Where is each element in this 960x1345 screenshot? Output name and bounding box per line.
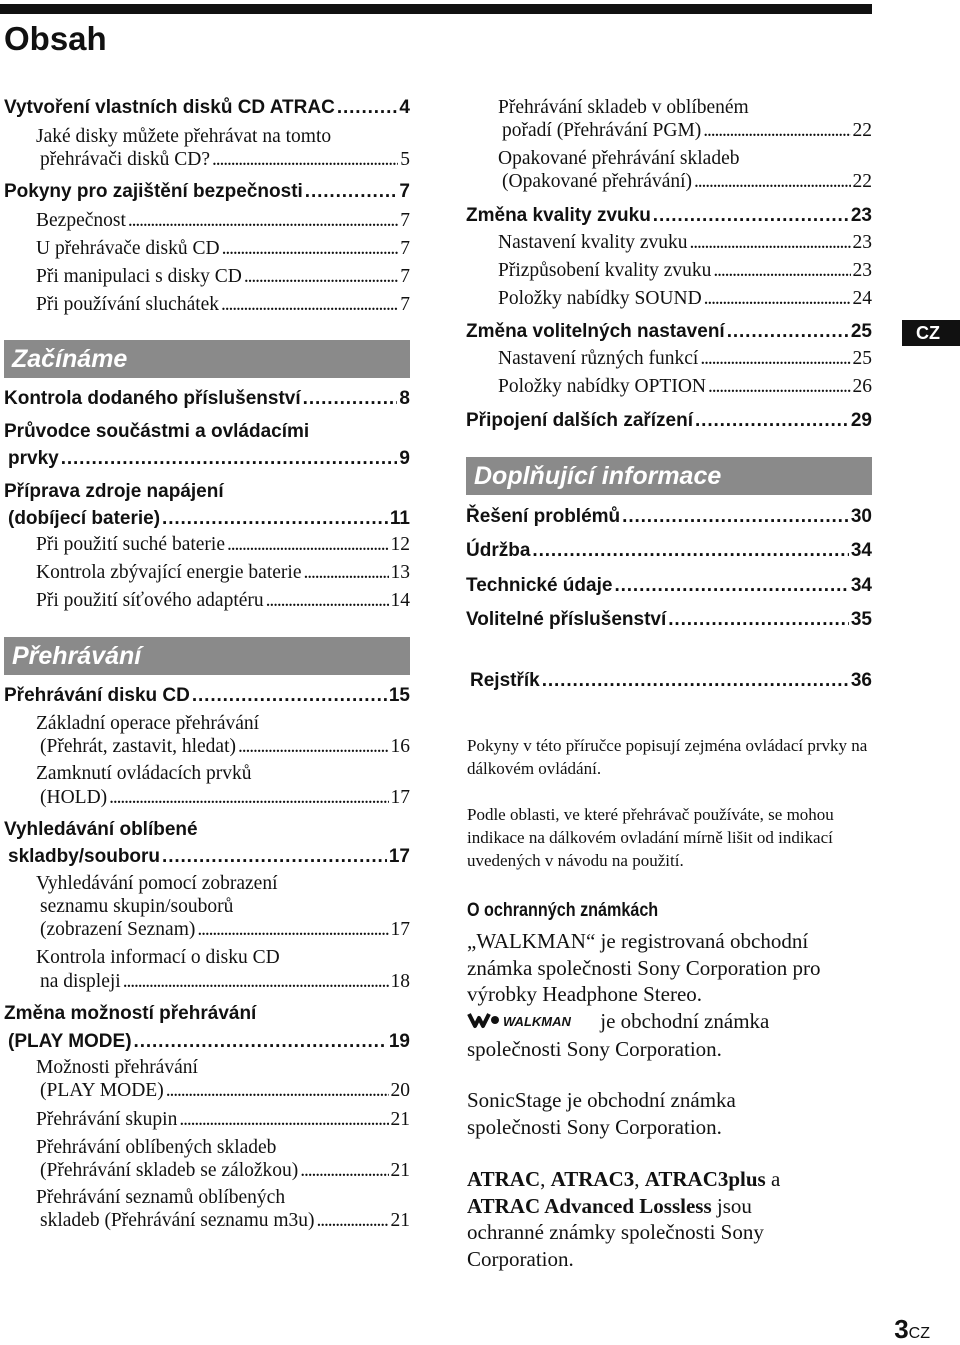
dot-leader <box>221 294 398 316</box>
toc-entry-page: 4 <box>399 97 410 118</box>
dot-leader <box>212 149 398 171</box>
toc-entry-title: Řešení problémů <box>466 506 621 527</box>
toc-entry-page: 23 <box>852 260 872 281</box>
toc-entry-title: Pokyny pro zajištění bezpečnosti <box>4 181 303 202</box>
page-number-suffix: CZ <box>908 1325 930 1342</box>
toc-entry-page: 30 <box>850 506 872 527</box>
toc-entry[interactable] <box>40 971 410 993</box>
toc-entry-page: 16 <box>390 736 410 757</box>
toc-text-line: Průvodce součástmi a ovládacími <box>4 421 310 442</box>
dot-leader <box>162 846 387 868</box>
notes-area <box>467 0 887 1343</box>
toc-entry-title: (PLAY MODE) <box>8 1031 132 1052</box>
toc-entry-page: 25 <box>850 321 872 342</box>
toc-entry-page: 8 <box>399 388 410 409</box>
atrac-sep-1: , <box>540 1167 551 1191</box>
atrac-mark-4: ATRAC Advanced Lossless <box>467 1193 712 1218</box>
toc-entry-page: 9 <box>399 448 410 469</box>
walkman-text: „WALKMAN“ je registrovaná obchodní známka společnosti Sony Corporation pro výrobky Headphone Stereo. <box>467 929 821 1006</box>
toc-text-line: Možnosti přehrávání <box>36 1057 198 1078</box>
toc-entry-title: skladeb (Přehrávání seznamu m3u) <box>40 1210 315 1231</box>
dot-leader <box>227 534 389 556</box>
dot-leader <box>305 181 398 203</box>
toc-entry-title: (PLAY MODE) <box>40 1080 164 1101</box>
toc-entry-title: Volitelné příslušenství <box>466 609 667 630</box>
toc-entry-title: (Opakované přehrávání) <box>502 171 693 192</box>
dot-leader <box>303 562 388 584</box>
toc-entry[interactable] <box>4 97 410 119</box>
dot-leader <box>128 210 398 232</box>
toc-text-line: Přehrávání skladeb v oblíbeném <box>498 97 749 118</box>
toc-text-line: Kontrola informací o disku CD <box>36 947 280 968</box>
toc-entry-title: Vytvoření vlastních disků CD ATRAC <box>4 97 335 118</box>
toc-text-line: Změna možností přehrávání <box>4 1003 257 1024</box>
toc-entry-title: Kontrola dodaného příslušenství <box>4 388 301 409</box>
toc-entry[interactable] <box>4 685 410 707</box>
toc-entry-title: (HOLD) <box>40 787 108 808</box>
dot-leader <box>166 1080 389 1102</box>
toc-entry-page: 35 <box>850 609 872 630</box>
toc-entry[interactable] <box>36 238 410 260</box>
toc-entry-title: Údržba <box>466 540 531 561</box>
toc-entry-title: Přehrávání skupin <box>36 1109 178 1130</box>
toc-text-line: Přehrávání seznamů oblíbených <box>36 1187 286 1208</box>
dot-leader <box>238 736 389 758</box>
toc-entry-page: 7 <box>400 266 410 287</box>
toc-entry[interactable] <box>40 919 410 941</box>
toc-text-line: Vyhledávání pomocí zobrazení <box>36 873 278 894</box>
toc-entry-title: Při manipulaci s disky CD <box>36 266 242 287</box>
atrac-mark-1: ATRAC <box>467 1167 541 1191</box>
toc-entry-title: Změna kvality zvuku <box>466 205 651 226</box>
dot-leader <box>123 971 389 993</box>
dot-leader <box>109 787 388 809</box>
toc-entry[interactable] <box>8 1031 410 1053</box>
toc-entry[interactable] <box>40 149 410 171</box>
toc-entry-title: (Přehrávání skladeb se záložkou) <box>40 1160 299 1181</box>
toc-entry[interactable] <box>36 1109 410 1131</box>
dot-leader <box>192 685 387 707</box>
toc-text-line: Opakované přehrávání skladeb <box>498 148 740 169</box>
atrac-tail: jsou ochranné známky společnosti Sony Corporation. <box>467 1193 764 1271</box>
toc-entry-page: 17 <box>388 846 410 867</box>
toc-entry-title: Technické údaje <box>466 575 613 596</box>
toc-entry-title: prvky <box>8 448 59 469</box>
toc-entry-title: Bezpečnost <box>36 210 126 231</box>
toc-entry-page: 14 <box>390 590 410 611</box>
toc-entry-page: 21 <box>390 1160 410 1181</box>
toc-text-line: Jaké disky můžete přehrávat na tomto <box>36 126 332 147</box>
toc-entry-page: 24 <box>852 288 872 309</box>
toc-entry-page: 34 <box>850 540 872 561</box>
dot-leader <box>222 238 399 260</box>
dot-leader <box>337 97 398 119</box>
page-title: Obsah <box>4 20 107 57</box>
toc-entry-title: Při použití suché baterie <box>36 534 225 555</box>
toc-entry-page: 13 <box>390 562 410 583</box>
atrac-sep-2: , <box>634 1167 645 1191</box>
toc-entry-page: 36 <box>850 670 872 691</box>
toc-entry-title: U přehrávače disků CD <box>36 238 220 259</box>
toc-entry[interactable] <box>36 266 410 288</box>
dot-leader <box>317 1210 389 1232</box>
toc-entry-title: přehrávači disků CD? <box>40 149 211 170</box>
toc-text-line: Přehrávání oblíbených skladeb <box>36 1137 277 1158</box>
toc-entry-page: 29 <box>850 410 872 431</box>
walkman-logo-line <box>467 1008 887 1063</box>
toc-entry-title: Přehrávání disku CD <box>4 685 190 706</box>
toc-entry-page: 20 <box>390 1080 410 1101</box>
atrac-mark-2: ATRAC3 <box>550 1167 635 1191</box>
toc-entry-page: 19 <box>388 1031 410 1052</box>
toc-entry-title: Změna volitelných nastavení <box>466 321 725 342</box>
dot-leader <box>179 1109 388 1131</box>
toc-entry-page: 34 <box>850 575 872 596</box>
toc-text-line: Základní operace přehrávání <box>36 713 260 734</box>
dot-leader <box>266 590 389 612</box>
toc-entry-title: Přizpůsobení kvality zvuku <box>498 260 712 281</box>
dot-leader <box>134 1031 387 1053</box>
toc-entry-title: Nastavení různých funkcí <box>498 348 699 369</box>
trademark-heading: O ochranných známkách <box>467 900 659 921</box>
dot-leader <box>300 1160 388 1182</box>
page-number-value: 3 <box>894 1314 909 1344</box>
toc-entry-title: Položky nabídky SOUND <box>498 288 702 309</box>
toc-left-column <box>4 0 410 1343</box>
toc-entry-title: pořadí (Přehrávání PGM) <box>502 120 702 141</box>
toc-entry-page: 22 <box>852 120 872 141</box>
section-header: Začínáme <box>4 340 410 378</box>
atrac-mark-3: ATRAC3plus <box>644 1167 766 1191</box>
toc-entry-title: (zobrazení Seznam) <box>40 919 196 940</box>
toc-entry[interactable] <box>36 294 410 316</box>
region-note: Podle oblasti, ve které přehrávač používáte, se mohou indikace na dálkovém ovladání mírně lišit od indikací uvedených v návodu na použití. <box>467 805 834 870</box>
toc-entry-title: Nastavení kvality zvuku <box>498 232 688 253</box>
toc-entry[interactable] <box>40 1160 410 1182</box>
walkman-logo-suffix: je obchodní známka <box>600 1009 770 1033</box>
toc-entry-title: (dobíjecí baterie) <box>8 508 161 529</box>
atrac-text <box>467 1166 817 1272</box>
toc-entry[interactable] <box>8 508 410 530</box>
toc-text-line: Zamknutí ovládacích prvků <box>36 763 252 784</box>
toc-text-line: Příprava zdroje napájení <box>4 481 224 502</box>
toc-entry-page: 7 <box>400 294 410 315</box>
toc-text-line: seznamu skupin/souborů <box>40 896 234 917</box>
toc-entry[interactable] <box>36 534 410 556</box>
toc-entry-page: 17 <box>390 787 410 808</box>
dot-leader <box>244 266 398 288</box>
toc-entry-title: (Přehrát, zastavit, hledat) <box>40 736 236 757</box>
toc-entry[interactable] <box>4 388 410 410</box>
walkman-logo <box>467 1010 595 1037</box>
toc-entry-page: 5 <box>400 149 410 170</box>
toc-entry-title: skladby/souboru <box>8 846 161 867</box>
dot-leader <box>303 388 398 410</box>
toc-entry-page: 7 <box>399 181 410 202</box>
remote-note: Pokyny v této příručce popisují zejména ovládací prvky na dálkovém ovládání. <box>467 736 868 778</box>
toc-entry[interactable] <box>36 590 410 612</box>
toc-entry[interactable] <box>36 562 410 584</box>
toc-entry-title: Rejstřík <box>470 670 540 691</box>
toc-entry-page: 18 <box>390 971 410 992</box>
toc-entry[interactable] <box>40 736 410 758</box>
page-number <box>894 1314 930 1345</box>
toc-entry-page: 22 <box>852 171 872 192</box>
dot-leader <box>162 508 388 530</box>
toc-entry-title: na displeji <box>40 971 121 992</box>
toc-entry[interactable] <box>4 181 410 203</box>
toc-entry-page: 23 <box>850 205 872 226</box>
toc-text-line: Vyhledávání oblíbené <box>4 819 198 840</box>
atrac-mid: a <box>765 1167 781 1191</box>
sonicstage-text: SonicStage je obchodní známka společnosti Sony Corporation. <box>467 1088 736 1139</box>
toc-entry-title: Připojení dalších zařízení <box>466 410 694 431</box>
toc-entry[interactable] <box>40 787 410 809</box>
language-tab: CZ <box>902 320 960 346</box>
section-header: Doplňující informace <box>466 457 872 495</box>
toc-entry-title: Položky nabídky OPTION <box>498 376 706 397</box>
toc-entry[interactable] <box>8 448 410 470</box>
toc-entry-page: 23 <box>852 232 872 253</box>
toc-entry-title: Při použití síťového adaptéru <box>36 590 264 611</box>
toc-entry[interactable] <box>40 1080 410 1102</box>
toc-entry-title: Kontrola zbývající energie baterie <box>36 562 302 583</box>
toc-entry-page: 15 <box>388 685 410 706</box>
toc-entry-page: 12 <box>390 534 410 555</box>
toc-entry-page: 17 <box>390 919 410 940</box>
walkman-logo-suffix2: společnosti Sony Corporation. <box>467 1037 722 1062</box>
dot-leader <box>197 919 388 941</box>
section-header: Přehrávání <box>4 637 410 675</box>
toc-entry[interactable] <box>8 846 410 868</box>
toc-entry-page: 7 <box>400 238 410 259</box>
toc-entry-page: 21 <box>390 1109 410 1130</box>
dot-leader <box>61 448 398 470</box>
svg-text:WALKMAN: WALKMAN <box>503 1013 571 1029</box>
toc-entry-page: 21 <box>390 1210 410 1231</box>
toc-entry-page: 26 <box>852 376 872 397</box>
toc-entry[interactable] <box>40 1210 410 1232</box>
toc-entry-page: 7 <box>400 210 410 231</box>
toc-entry-title: Při používání sluchátek <box>36 294 220 315</box>
toc-entry-page: 25 <box>852 348 872 369</box>
toc-entry[interactable] <box>36 210 410 232</box>
toc-entry-page: 11 <box>389 508 410 529</box>
